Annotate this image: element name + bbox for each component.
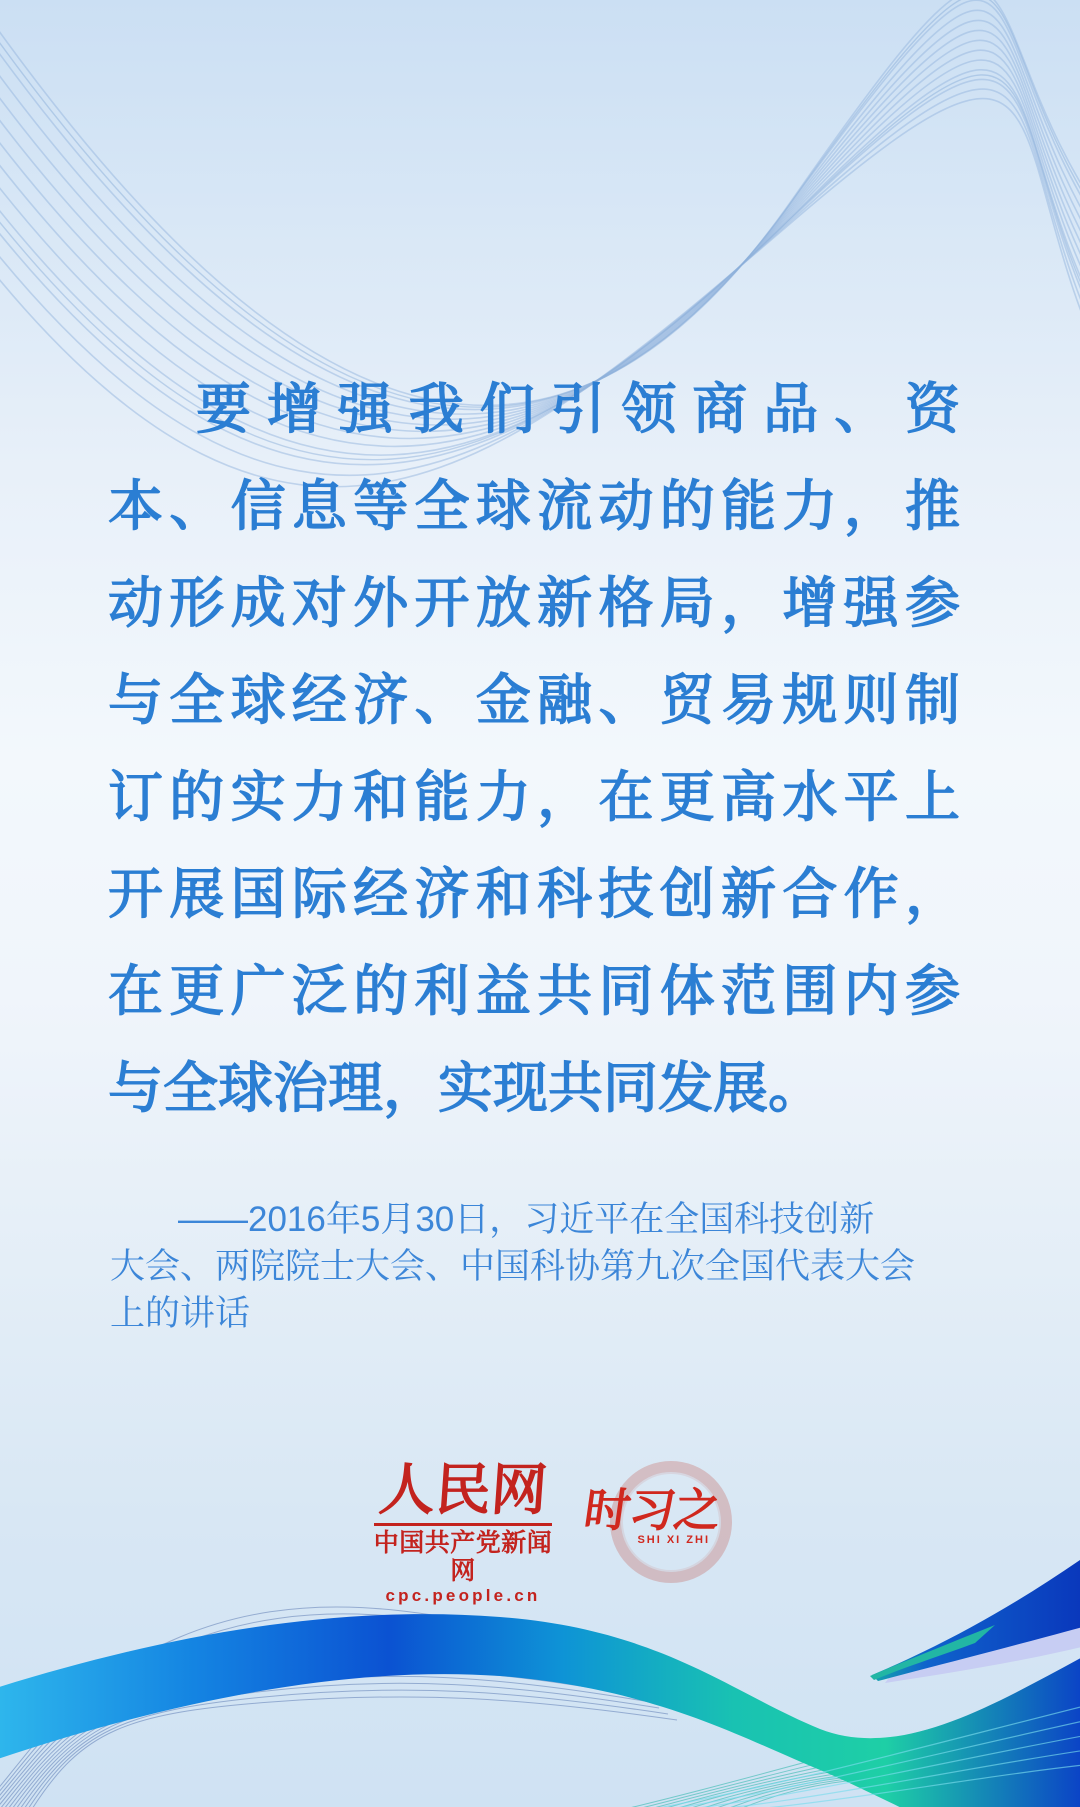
people-daily-wordmark: 人民网 [376,1460,550,1522]
quote-line: 与全球经济、金融、贸易规则制 [108,670,960,731]
attribution-line: ——2016年5月30日，习近平在全国科技创新 [178,1200,875,1239]
shixizhi-wordmark: 时习之 [580,1484,724,1536]
people-daily-domain: cpc.people.cn [385,1586,541,1605]
shixizhi-logo [578,1448,734,1584]
quote-text [108,361,960,1137]
attribution [110,1196,978,1337]
main-wave-band [0,1614,1080,1807]
people-daily-logo [366,1460,560,1607]
lavender-band [885,1605,1080,1683]
upper-band-teal-tip [870,1625,995,1680]
quote-line: 本、信息等全球流动的能力，推 [108,476,960,537]
upper-right-band [872,1553,1080,1681]
quote-line: 要增强我们引领商品、资 [196,379,960,440]
attribution-line: 上的讲话 [110,1294,251,1333]
quote-line: 动形成对外开放新格局，增强参 [108,573,960,634]
quote-line: 订的实力和能力，在更高水平上 [108,767,960,828]
people-daily-rule [374,1523,552,1526]
people-daily-site-name: 中国共产党新闻网 [373,1529,553,1585]
shixizhi-subtitle: SHI XI ZHI [637,1534,710,1546]
attribution-line: 大会、两院院士大会、中国科协第九次全国代表大会 [110,1247,916,1286]
quote-line: 开展国际经济和科技创新合作， [108,864,960,925]
quote-line: 在更广泛的利益共同体范围内参 [108,961,960,1022]
quote-line: 与全球治理，实现共同发展。 [108,1058,824,1119]
